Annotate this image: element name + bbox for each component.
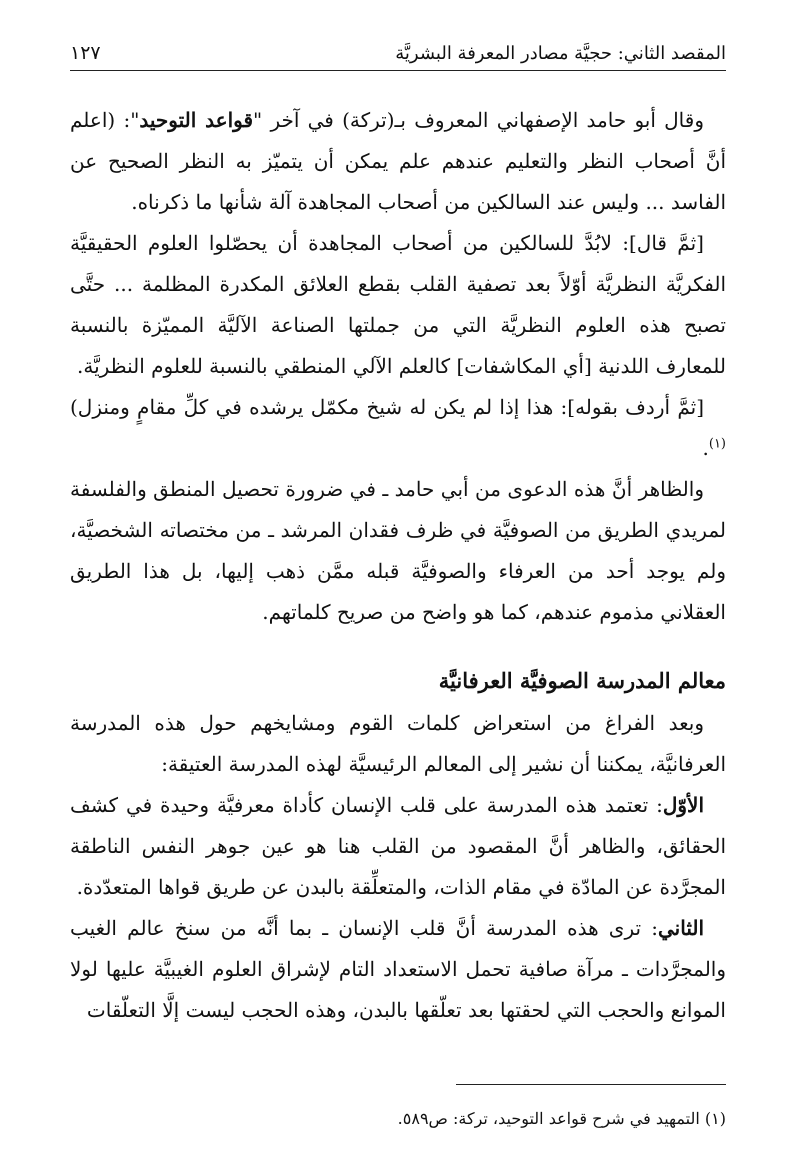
point-first-text: : تعتمد هذه المدرسة على قلب الإنسان كأداة معرفيَّة وحيدة في كشف الحقائق، والظاهر أنَّ المقصود من القلب هنا هو عين جوهر النفس الناطقة المجرَّدة عن المادّة في مقام الذات، والمتعلِّقة بالبدن عن طريق قواها المتعدّدة. (70, 793, 726, 899)
page-body (70, 100, 726, 1031)
running-header (70, 26, 726, 64)
point-second-label: الثاني (657, 916, 704, 940)
paragraph-quote-continued: [ثمَّ قال]: لابُدَّ للسالكين من أصحاب المجاهدة أن يحصّلوا العلوم الحقيقيَّة الفكريَّة النظريَّة أوّلاً بعد تصفية القلب بقطع العلائق المكدرة المظلمة ... حتَّى تصبح هذه العلوم النظريَّة التي من جملتها الصناعة الآليَّة المميّزة بالنسبة للمعارف اللدنية [أي المكاشفات] كالعلم الآلي المنطقي بالنسبة للعلوم النظريَّة. (70, 231, 726, 378)
paragraph-quote-intro (70, 100, 726, 223)
paragraph-quote-end: [ثمَّ أردف بقوله]: هذا إذا لم يكن له شيخ مكمّل يرشده في كلِّ مقامٍ ومنزل)$^{(١)}$. (70, 395, 726, 460)
section-heading: معالم المدرسة الصوفيَّة العرفانيَّة (438, 668, 726, 693)
footnote: (١) التمهيد في شرح قواعد التوحيد، تركة: ص٥٨٩. (397, 1109, 726, 1128)
section-intro-paragraph: وبعد الفراغ من استعراض كلمات القوم ومشايخهم حول هذه المدرسة العرفانيَّة، يمكننا أن نشير إلى المعالم الرئيسيَّة لهذه المدرسة العتيقة: (70, 711, 726, 776)
header-divider (70, 70, 726, 71)
point-second-text: : ترى هذه المدرسة أنَّ قلب الإنسان ـ بما أنَّه من سنخ عالم الغيب والمجرَّدات ـ مرآة صافية تحمل الاستعداد التام لإشراق العلوم الغيبيَّة عليها لولا الموانع والحجب التي لحقتها بعد تعلّقها بالبدن، وهذه الحجب ليست إلَّا التعلّقات (70, 916, 726, 1022)
point-first-label: الأوّل (662, 793, 704, 817)
paragraph-quote-text: ": (اعلم أنَّ أصحاب النظر والتعليم عندهم علم يمكن أن يتميّز به النظر الصحيح عن الفاسد ... وليس عند السالكين من أصحاب المجاهدة آلة شأنها ما ذكرناه. (70, 108, 726, 214)
paragraph-quote-end-text: [ثمَّ أردف بقوله]: هذا إذا لم يكن له شيخ مكمّل يرشده في كلِّ مقامٍ ومنزل) (70, 395, 704, 419)
page-number: ١٢٧ (70, 42, 101, 64)
point-first (70, 785, 726, 908)
footnote-reference: (١) (708, 436, 726, 452)
paragraph-commentary: والظاهر أنَّ هذه الدعوى من أبي حامد ـ في ضرورة تحصيل المنطق والفلسفة لمريدي الطريق من الصوفيَّة في ظرف فقدان المرشد ـ من مختصاته الشخصيَّة، ولم يوجد أحد من العرفاء والصوفيَّة قبله ممَّن ذهب إليها، بل هذا الطريق العقلاني مذموم عندهم، كما هو واضح من صريح كلماتهم. (70, 477, 726, 624)
paragraph-intro-text: وقال أبو حامد الإصفهاني المعروف بـ(تركة) في آخر " (253, 108, 704, 132)
footnote-divider (456, 1084, 726, 1085)
running-header-title: المقصد الثاني: حجيَّة مصادر المعرفة البشريَّة (395, 43, 726, 64)
point-second (70, 908, 726, 1031)
book-title-bold: قواعد التوحيد (139, 108, 254, 132)
